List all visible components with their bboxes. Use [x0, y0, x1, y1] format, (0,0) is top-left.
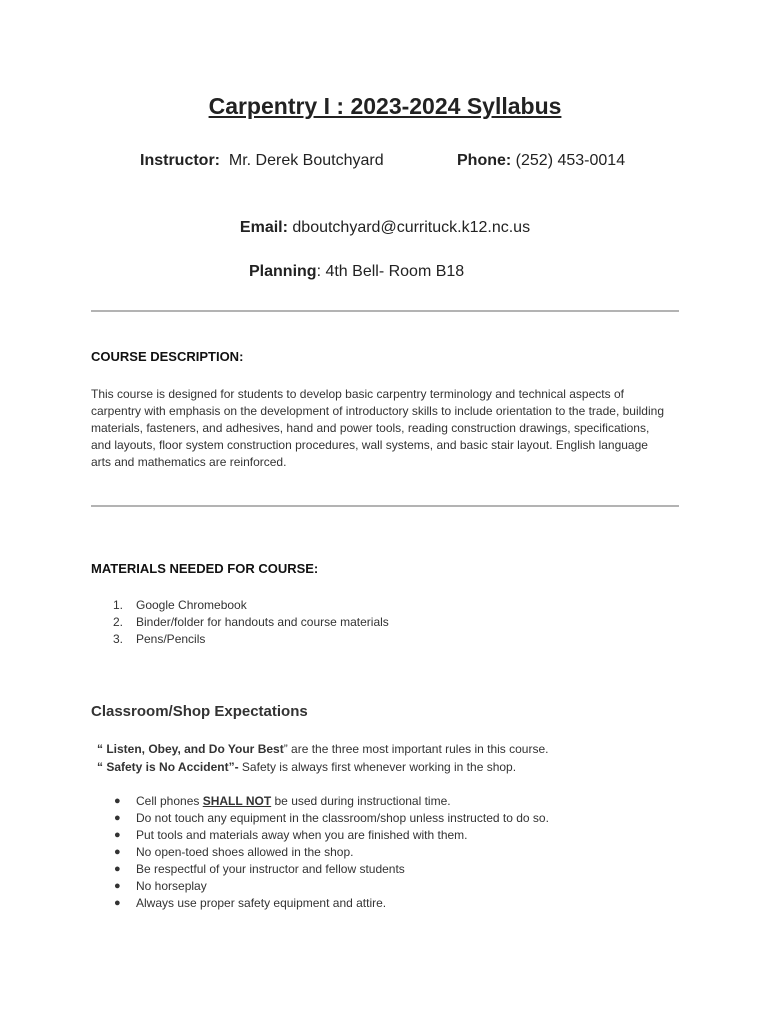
- list-item-text: No horseplay: [136, 879, 207, 893]
- rule-text: Safety is always first whenever working in the shop.: [238, 760, 517, 774]
- planning-line: [249, 263, 464, 281]
- rule-text: ” are the three most important rules in this course.: [283, 742, 549, 756]
- phone-line: [457, 152, 625, 170]
- list-item: [91, 631, 389, 648]
- course-description-text: This course is designed for students to develop basic carpentry terminology and technical aspects of carpentry with emphasis on the development of introductory skills to include orientation to the trade, building materials, fasteners, and adhesives, hand and power tools, reading construction drawings, specifications, and layouts, floor system construction procedures, wall systems, and basic stair layout. English language arts and mathematics are reinforced.: [91, 387, 664, 469]
- list-item-text: No open-toed shoes allowed in the shop.: [136, 845, 354, 859]
- list-item: [91, 614, 389, 631]
- email-line: [0, 219, 770, 237]
- rule-safety: [97, 760, 516, 774]
- phone-number: (252) 453-0014: [515, 152, 626, 169]
- list-item-text: Put tools and materials away when you are finished with them.: [136, 828, 468, 842]
- horizontal-divider: [91, 310, 679, 312]
- phone-label: Phone:: [457, 152, 512, 169]
- email-address[interactable]: dboutchyard@currituck.k12.nc.us: [292, 219, 531, 236]
- list-number: 1.: [113, 598, 124, 612]
- rule-listen-obey: [97, 742, 548, 756]
- bullet-icon: ●: [114, 846, 121, 858]
- bullet-icon: ●: [114, 863, 121, 875]
- list-item-text: Pens/Pencils: [136, 632, 206, 646]
- bullet-icon: ●: [114, 795, 121, 807]
- instructor-label: Instructor:: [140, 152, 220, 169]
- list-item: [91, 878, 549, 895]
- list-item-text: Cell phones: [136, 794, 203, 808]
- rule-bold-text: “ Safety is No Accident”-: [97, 760, 239, 774]
- list-item-text: Be respectful of your instructor and fellow students: [136, 862, 405, 876]
- list-item: [91, 844, 549, 861]
- list-item-text: Binder/folder for handouts and course materials: [136, 615, 389, 629]
- list-item: [91, 793, 549, 810]
- list-number: 2.: [113, 615, 124, 629]
- bullet-icon: ●: [114, 897, 121, 909]
- list-item-text: Google Chromebook: [136, 598, 247, 612]
- list-item: [91, 861, 549, 878]
- planning-label: Planning: [249, 263, 317, 280]
- bullet-icon: ●: [114, 880, 121, 892]
- bullet-icon: ●: [114, 812, 121, 824]
- list-number: 3.: [113, 632, 124, 646]
- list-item: [91, 895, 549, 912]
- emphasis-text: SHALL NOT: [202, 794, 272, 808]
- list-item-text: be used during instructional time.: [271, 794, 451, 808]
- email-label: Email:: [239, 219, 288, 236]
- page-title: Carpentry I : 2023-2024 Syllabus: [208, 93, 562, 119]
- materials-list: [91, 597, 389, 648]
- list-item: [91, 597, 389, 614]
- list-item-text: Always use proper safety equipment and attire.: [136, 896, 387, 910]
- planning-value: : 4th Bell- Room B18: [316, 263, 465, 280]
- list-item: [91, 827, 549, 844]
- list-item: [91, 810, 549, 827]
- list-item-text: Do not touch any equipment in the classroom/shop unless instructed to do so.: [136, 811, 549, 825]
- rule-bold-text: “ Listen, Obey, and Do Your Best: [97, 742, 284, 756]
- materials-heading: MATERIALS NEEDED FOR COURSE:: [91, 561, 319, 576]
- instructor-name: Mr. Derek Boutchyard: [228, 152, 384, 169]
- expectations-list: [91, 793, 549, 912]
- horizontal-divider: [91, 505, 679, 507]
- course-description-heading: COURSE DESCRIPTION:: [91, 349, 244, 364]
- instructor-line: [140, 152, 384, 170]
- expectations-heading: Classroom/Shop Expectations: [91, 703, 308, 720]
- bullet-icon: ●: [114, 829, 121, 841]
